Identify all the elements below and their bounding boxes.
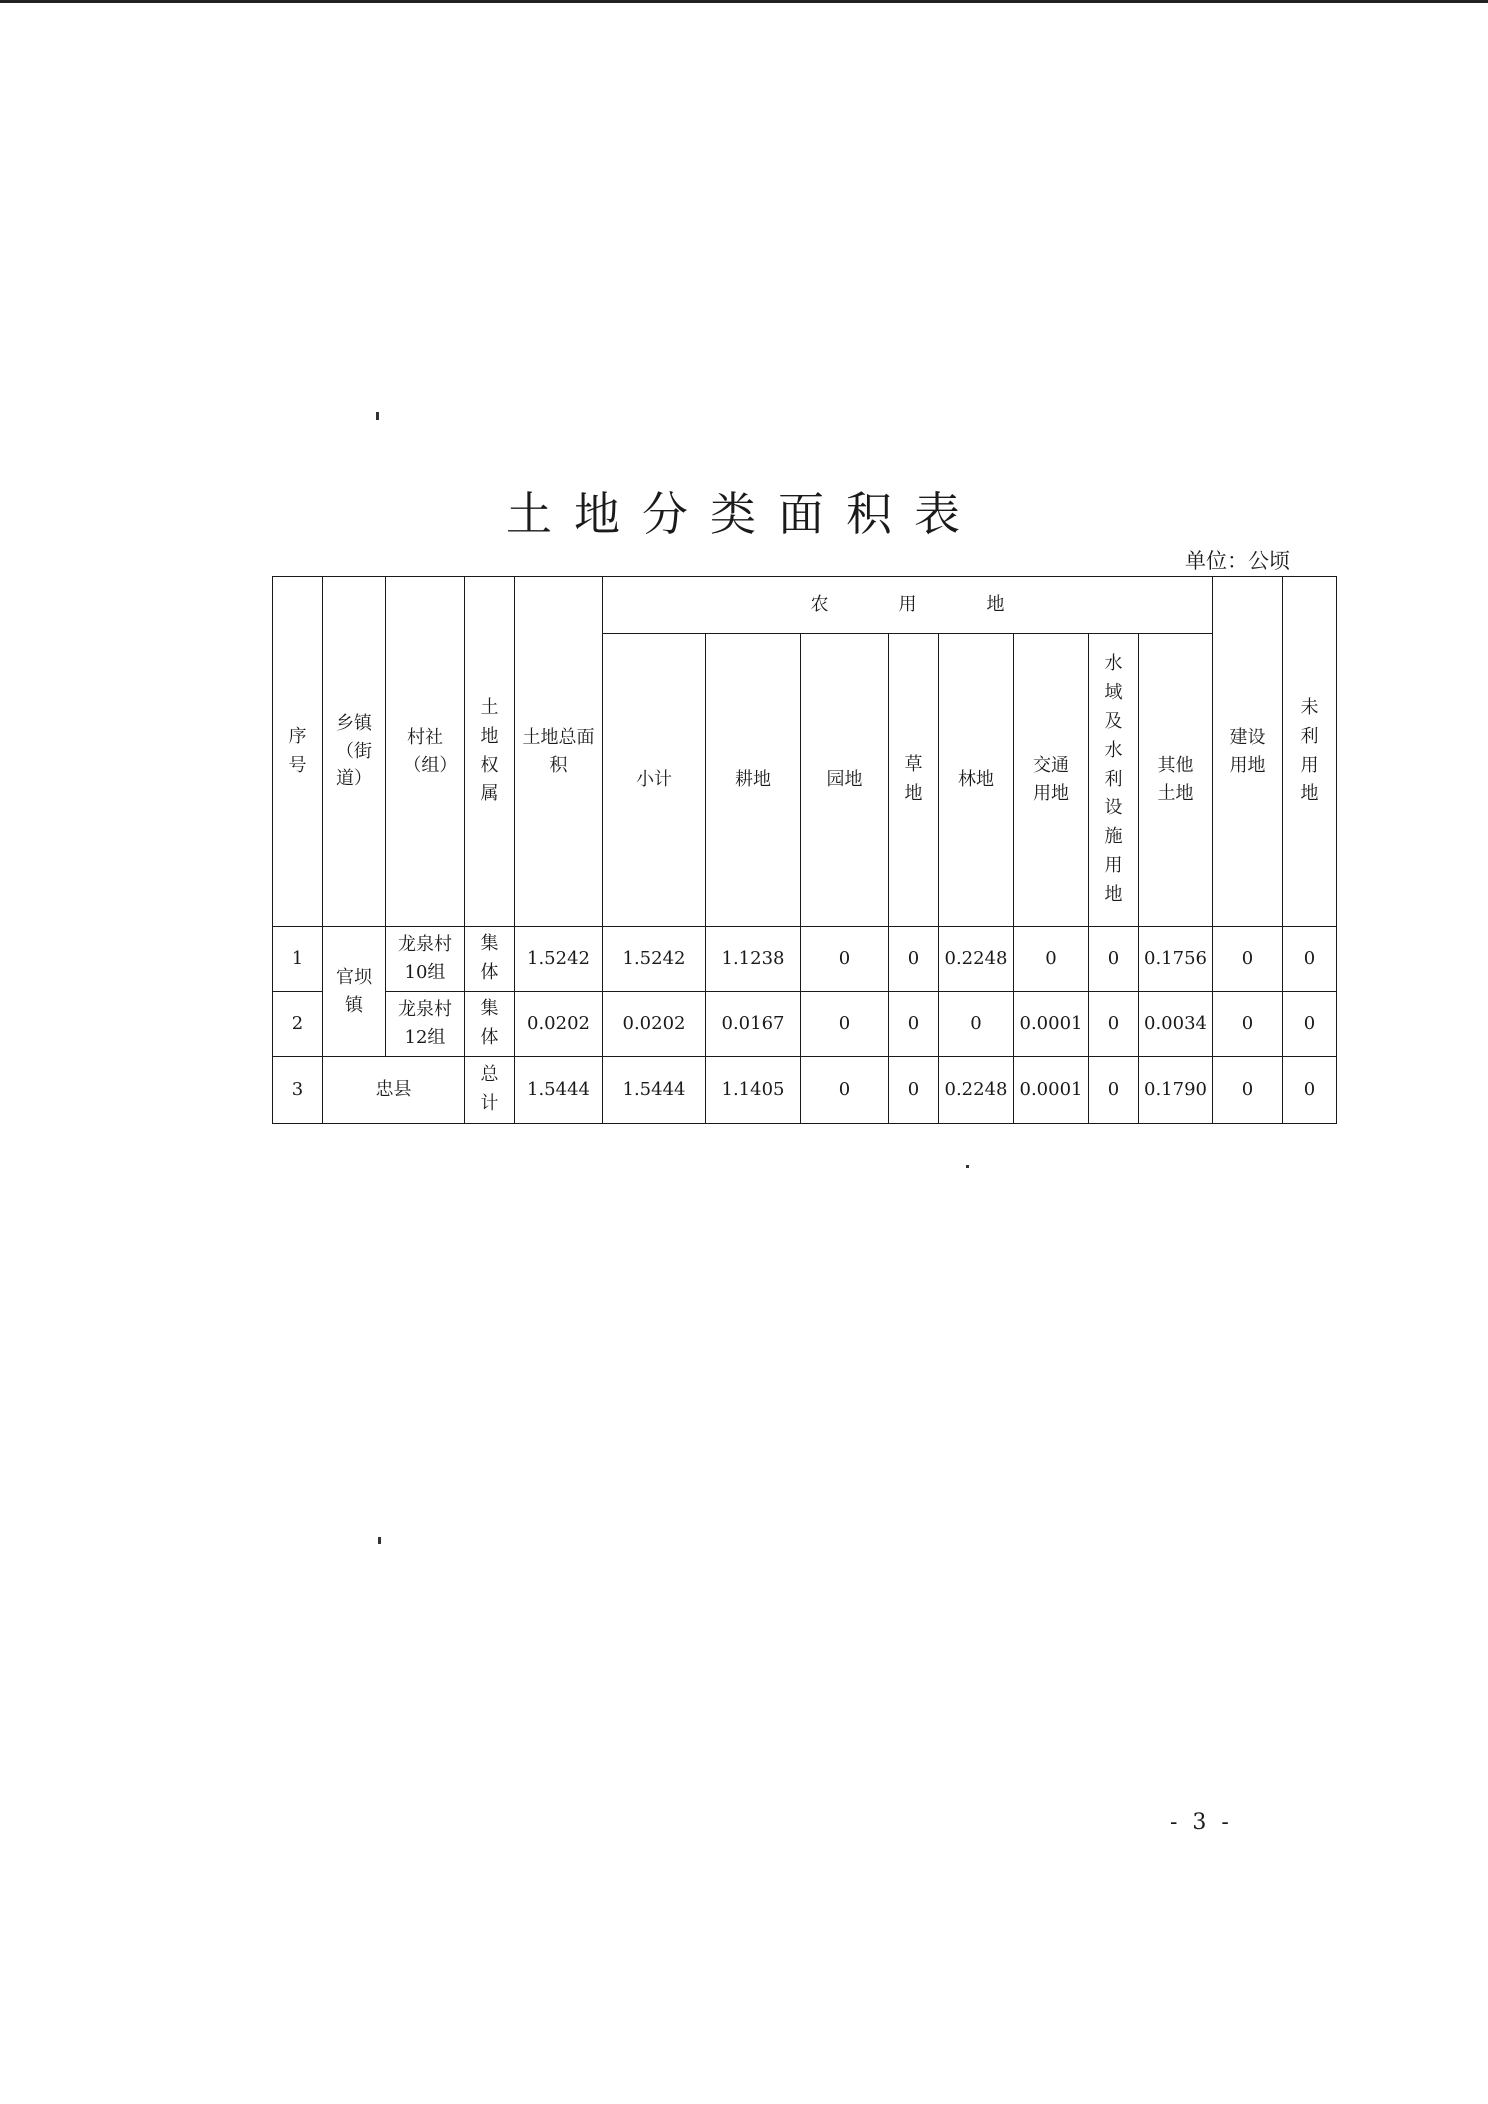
cell-other: 0.1790 bbox=[1139, 1057, 1213, 1124]
cell-grass: 0 bbox=[889, 992, 939, 1057]
page-title: 土地分类面积表 bbox=[506, 487, 982, 541]
scan-speck bbox=[376, 412, 379, 420]
cell-total: 1.5444 bbox=[515, 1057, 603, 1124]
cell-water: 0 bbox=[1089, 1057, 1139, 1124]
cell-subtotal: 0.0202 bbox=[603, 992, 706, 1057]
cell-forest: 0.2248 bbox=[939, 927, 1014, 992]
cell-arable: 1.1405 bbox=[706, 1057, 801, 1124]
header-arable: 耕地 bbox=[706, 634, 801, 927]
cell-garden: 0 bbox=[801, 927, 889, 992]
scan-top-edge bbox=[0, 0, 1488, 3]
cell-village: 龙泉村12组 bbox=[386, 992, 465, 1057]
unit-label: 单位：公顷 bbox=[1185, 549, 1290, 573]
header-seq: 序号 bbox=[273, 577, 323, 927]
cell-garden: 0 bbox=[801, 992, 889, 1057]
cell-transport: 0.0001 bbox=[1014, 1057, 1089, 1124]
cell-other: 0.1756 bbox=[1139, 927, 1213, 992]
cell-construction: 0 bbox=[1213, 992, 1283, 1057]
cell-transport: 0.0001 bbox=[1014, 992, 1089, 1057]
cell-construction: 0 bbox=[1213, 1057, 1283, 1124]
cell-ownership: 总计 bbox=[465, 1057, 515, 1124]
cell-unused: 0 bbox=[1283, 1057, 1337, 1124]
cell-ownership: 集体 bbox=[465, 927, 515, 992]
header-construction: 建设用地 bbox=[1213, 577, 1283, 927]
cell-grass: 0 bbox=[889, 927, 939, 992]
header-grass: 草地 bbox=[889, 634, 939, 927]
header-transport: 交通用地 bbox=[1014, 634, 1089, 927]
cell-construction: 0 bbox=[1213, 927, 1283, 992]
table-row-total bbox=[273, 1057, 1337, 1124]
table-row bbox=[273, 992, 1337, 1057]
cell-forest: 0 bbox=[939, 992, 1014, 1057]
land-classification-table bbox=[272, 576, 1337, 1124]
cell-other: 0.0034 bbox=[1139, 992, 1213, 1057]
cell-water: 0 bbox=[1089, 992, 1139, 1057]
cell-seq: 1 bbox=[273, 927, 323, 992]
table-row bbox=[273, 927, 1337, 992]
header-ownership: 土地权属 bbox=[465, 577, 515, 927]
cell-ownership: 集体 bbox=[465, 992, 515, 1057]
header-unused: 未利用地 bbox=[1283, 577, 1337, 927]
header-garden: 园地 bbox=[801, 634, 889, 927]
cell-arable: 1.1238 bbox=[706, 927, 801, 992]
cell-subtotal: 1.5444 bbox=[603, 1057, 706, 1124]
cell-town: 官坝镇 bbox=[323, 927, 386, 1057]
header-village: 村社（组） bbox=[386, 577, 465, 927]
cell-grass: 0 bbox=[889, 1057, 939, 1124]
header-total-area: 土地总面积 bbox=[515, 577, 603, 927]
cell-total: 0.0202 bbox=[515, 992, 603, 1057]
header-agri-group: 农用地 bbox=[603, 577, 1213, 634]
page-number: - 3 - bbox=[1170, 1810, 1233, 1835]
header-water: 水域及水利设施用地 bbox=[1089, 634, 1139, 927]
cell-arable: 0.0167 bbox=[706, 992, 801, 1057]
cell-seq: 2 bbox=[273, 992, 323, 1057]
cell-water: 0 bbox=[1089, 927, 1139, 992]
header-forest: 林地 bbox=[939, 634, 1014, 927]
scan-speck bbox=[966, 1165, 969, 1168]
cell-unused: 0 bbox=[1283, 992, 1337, 1057]
scan-speck bbox=[378, 1537, 381, 1544]
cell-seq: 3 bbox=[273, 1057, 323, 1124]
header-town: 乡镇（街道） bbox=[323, 577, 386, 927]
cell-subtotal: 1.5242 bbox=[603, 927, 706, 992]
cell-transport: 0 bbox=[1014, 927, 1089, 992]
cell-total: 1.5242 bbox=[515, 927, 603, 992]
cell-unused: 0 bbox=[1283, 927, 1337, 992]
cell-garden: 0 bbox=[801, 1057, 889, 1124]
header-other: 其他土地 bbox=[1139, 634, 1213, 927]
header-subtotal: 小计 bbox=[603, 634, 706, 927]
cell-forest: 0.2248 bbox=[939, 1057, 1014, 1124]
cell-county: 忠县 bbox=[323, 1057, 465, 1124]
cell-village: 龙泉村10组 bbox=[386, 927, 465, 992]
